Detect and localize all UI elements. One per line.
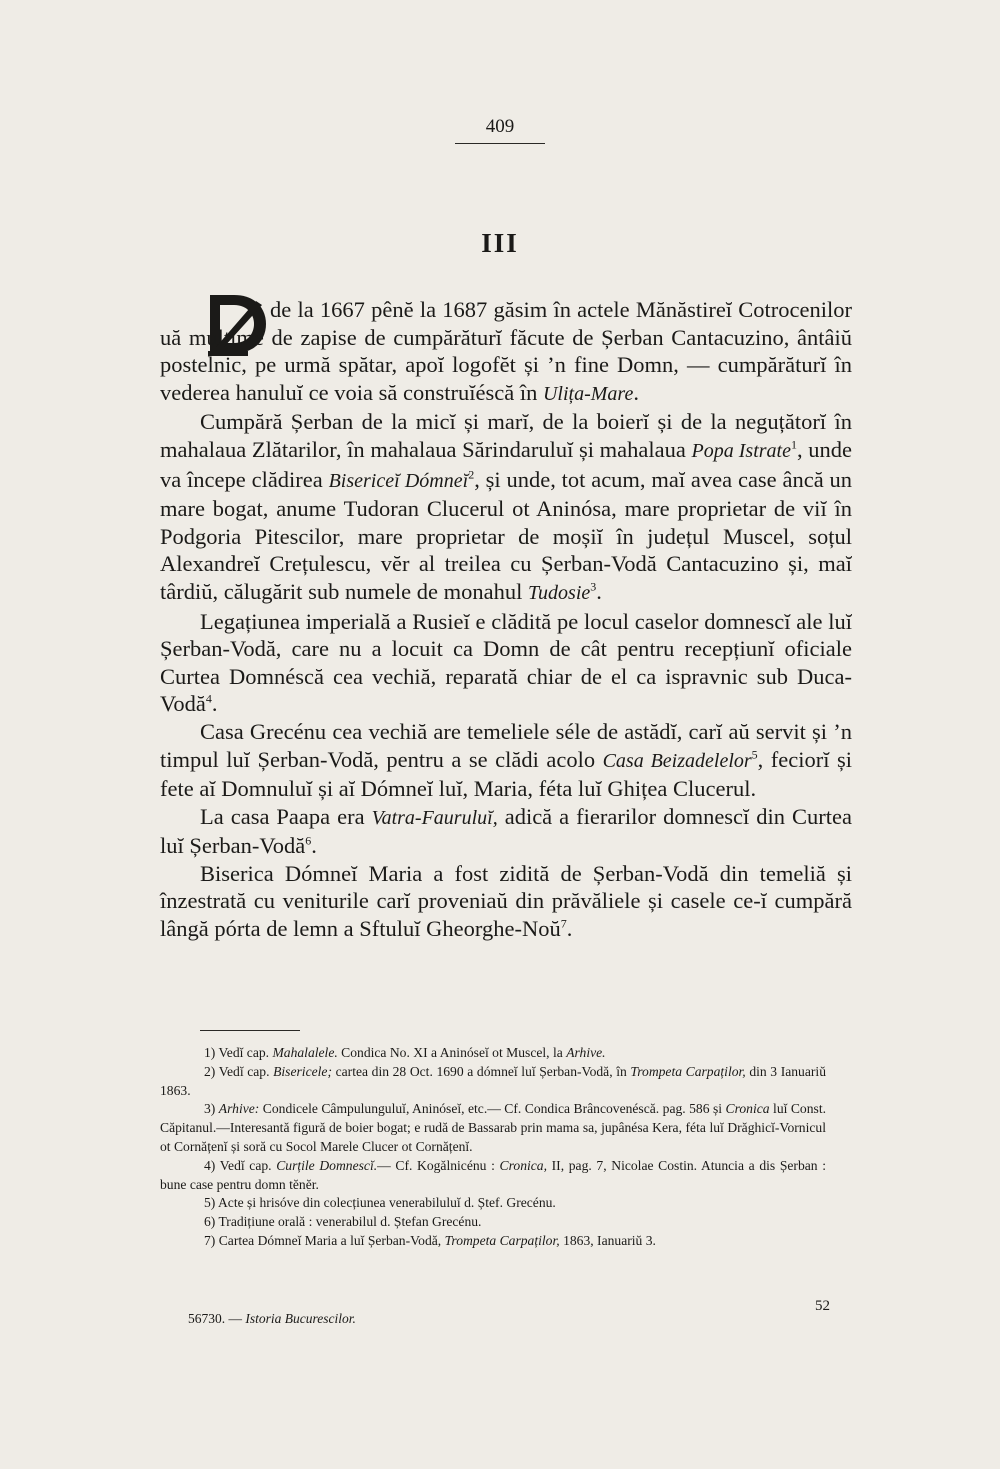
italic-term: Bisericeĭ Dómneĭ	[328, 469, 469, 492]
paragraph-3	[160, 608, 852, 718]
text-span: — Cf. Kogălnicénu :	[377, 1157, 500, 1173]
text-span: 6) Tradițiune orală : venerabilul d. Ștefan Grecénu.	[204, 1214, 482, 1230]
footnote-6	[160, 1213, 826, 1232]
italic-term: Ulița-Mare	[542, 382, 634, 405]
footnote-2	[160, 1063, 826, 1101]
text-span: Condica No. XI a Aninóseĭ ot Muscel, la	[337, 1045, 567, 1060]
text-span: , feciorĭ și fete aĭ Domnuluĭ și aĭ Dómneĭ luĭ, Maria, féta luĭ Ghițea Clucerul.	[160, 746, 852, 802]
text-span: .	[596, 578, 602, 604]
page-number: 409	[485, 116, 515, 137]
text-span: 4) Vedĭ cap.	[204, 1157, 277, 1173]
footnote-4	[160, 1157, 826, 1195]
paragraph-6	[160, 860, 852, 943]
text-span: luĭ Const. Căpitanul.—Interesantă figură de boier bogat; e rudă de Bassarab prin mama sa, jupânésa Kera, féta luĭ Drăghicĭ-Vornicul ot Cornățenĭ și soră cu Socol Marele Clucer ot Cornățenĭ.	[160, 1101, 826, 1154]
text-span: .	[633, 379, 639, 405]
text-span: —	[225, 1311, 246, 1326]
footnote-ref: 4	[205, 691, 212, 706]
text-span: 7) Cartea Dómneĭ Maria a luĭ Șerban-Vodă,	[204, 1232, 445, 1248]
italic-term: Trompeta Carpaților,	[630, 1063, 746, 1079]
footnote-ref: 5	[751, 747, 758, 761]
paragraph-2	[160, 408, 852, 607]
italic-term: Trompeta Carpaților,	[444, 1232, 560, 1248]
italic-term: Popa Istrate	[691, 439, 791, 462]
italic-term: Mahalalele.	[272, 1045, 338, 1060]
italic-term: Cronica	[725, 1101, 770, 1117]
text-span: 5) Acte și hrisóve din colecțiunea venerabiluluĭ d. Ștef. Grecénu.	[204, 1195, 556, 1211]
text-span: cartea din 28 Oct. 1690 a dómneĭ luĭ Șerban-Vodă, în	[331, 1063, 631, 1079]
footnotes	[160, 1044, 826, 1251]
footnote-ref: 6	[305, 833, 312, 848]
text-span: .	[211, 691, 218, 717]
italic-term: Bisericele;	[273, 1063, 332, 1079]
page-number-rule	[455, 143, 545, 144]
text-span: .	[566, 916, 573, 942]
text-span: , unde va începe clădirea	[160, 436, 852, 492]
text-span: Cumpără Șerban de la micĭ și marĭ, de la boierĭ și de la neguțătorĭ în mahalaua Zlătarilor, în mahalaua Sărindaruluĭ și mahalaua	[160, 409, 852, 462]
text-span: , și unde, tot acum, maĭ avea case âncă un mare bogat, anume Tudoran Clucerul ot Aninósa, mare proprietar de viĭ în Podgoria Pitescilor, mare proprietar de moșiĭ în județul Muscel, soțul Alexandreĭ Crețulescu, vĕr al treilea cu Șerban-Vodă Cantacuzino și, maĭ târdiŭ, călugărit sub numele de monahul	[160, 466, 853, 604]
text-span: de la 1667 pênĕ la 1687 găsim în actele Mănăstireĭ Cotrocenilor uă mulțime de zapise de cumpărăturĭ făcute de Șerban Cantacuzino, ântâiŭ postelnic, pe urmă spătar, apoĭ logofĕt și ’n fine Domn, — cumpărăturĭ în vederea hanuluĭ ce voia să construĭéscă în	[160, 297, 852, 405]
print-number: 56730.	[188, 1311, 226, 1326]
text-span: 1) Vedĭ cap.	[204, 1045, 273, 1060]
sheet-signature: 52	[815, 1298, 830, 1314]
text-span: Casa Grecénu cea vechiă are temeliele séle de astădĭ, carĭ aŭ servit și ’n timpul luĭ Șerban-Vodă, pentru a se clădi acolo	[160, 718, 852, 772]
footnote-1	[160, 1044, 826, 1063]
footnote-ref: 2	[468, 467, 475, 482]
italic-term: Casa Beizadelelor	[602, 749, 752, 772]
footnote-ref: 1	[790, 437, 797, 452]
paragraph-5	[160, 803, 852, 860]
footnote-3	[160, 1100, 826, 1156]
text-span: adică a fierarilor domnescĭ din Curtea luĭ Șerban-Vodă	[160, 803, 852, 859]
book-title: Istoria Bucurescilor.	[245, 1311, 356, 1326]
text-span: .	[311, 833, 317, 859]
paragraph-4	[160, 718, 852, 803]
italic-term: Tudosie	[528, 581, 591, 604]
footnote-ref: 3	[590, 579, 597, 594]
italic-term: Curțile Domnescĭ.	[276, 1157, 378, 1173]
italic-term: Arhive:	[218, 1101, 260, 1117]
footnote-ref: 7	[560, 916, 567, 931]
text-span: din 3 Ianuariŭ 1863.	[160, 1063, 826, 1098]
italic-term: Cronica,	[499, 1157, 547, 1173]
text-span: Biserica Dómneĭ Maria a fost zidită de Șerban-Vodă din temeliă și înzestrată cu veniturile carĭ proveniaŭ din prăvăliele și casele ce-ĭ cumpără lângă pórta de lemn a Sftuluĭ Gheorghe-Noŭ	[160, 860, 852, 942]
main-text	[160, 296, 852, 943]
chapter-heading: III	[481, 228, 519, 258]
paragraph-1	[160, 296, 852, 408]
text-span: La casa Paapa era	[200, 803, 372, 829]
text-span: 2) Vedĭ cap.	[204, 1063, 274, 1079]
italic-term: Arhive.	[566, 1045, 606, 1060]
text-span: II, pag. 7, Nicolae Costin. Atuncia a dis Șerban : bune case pentru domn tĕnĕr.	[160, 1157, 826, 1192]
footnotes-rule	[200, 1030, 300, 1031]
footnote-5	[160, 1194, 826, 1213]
text-span: Condicele Câmpulunguluĭ, Aninóseĭ, etc.— Cf. Condica Brâncovenéscă. pag. 586 și	[259, 1101, 726, 1117]
text-span: 1863, Ianuariŭ 3.	[559, 1232, 656, 1248]
text-span: 3)	[204, 1101, 219, 1117]
footnote-7	[160, 1232, 826, 1251]
text-span: Legațiunea imperială a Rusieĭ e clădită pe locul caselor domnescĭ ale luĭ Șerban-Vodă, care nu a locuit ca Domn de cât pentru recepțiunĭ oficiale Curtea Domnéscă cea vechiă, reparată chiar de el ca ispravnic sub Duca-Vodă	[160, 608, 852, 717]
italic-term: Vatra-Fauruluĭ,	[371, 806, 498, 829]
print-signature-line	[188, 1311, 356, 1327]
